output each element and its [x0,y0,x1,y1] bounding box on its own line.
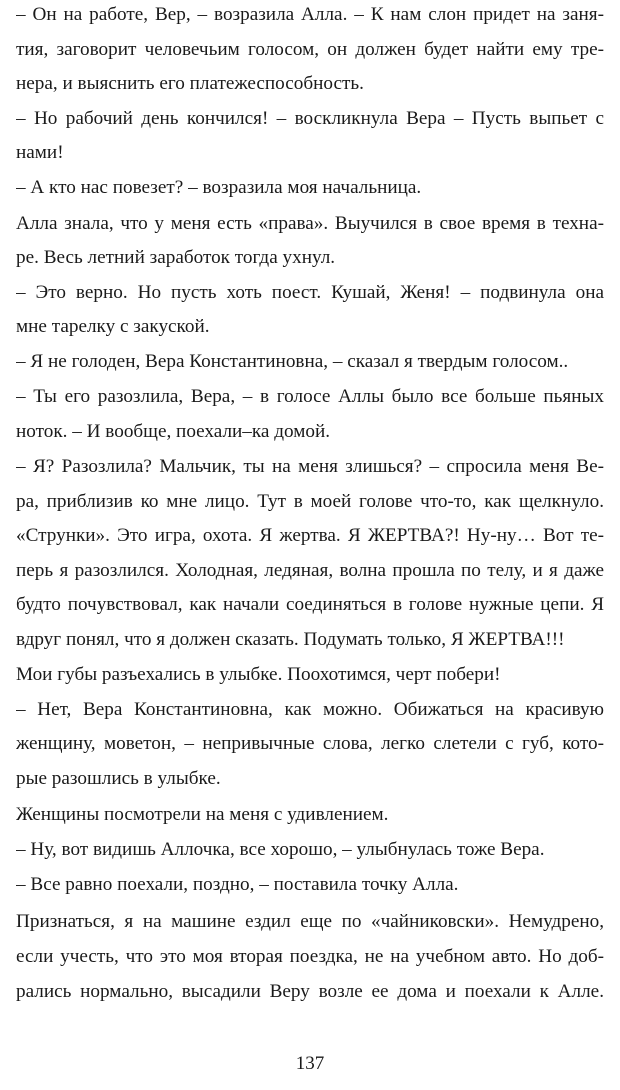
page-number: 137 [295,1053,325,1074]
text-line: мне тарелку с закуской. [16,316,210,337]
text-line: Алла знала, что у меня есть «права». Выучился в свое время в техна- [16,213,604,234]
text-line: Мои губы разъехались в улыбке. Поохотимся, черт побери! [16,664,501,685]
text-line: если учесть, что это моя вторая поездка, не на учебном авто. Но доб- [16,946,604,967]
text-line: – Я? Разозлила? Мальчик, ты на меня злишься? – спросила меня Ве- [16,456,604,477]
text-line: тия, заговорит человечьим голосом, он должен будет найти ему тре- [16,39,604,60]
text-line: рые разошлись в улыбке. [16,768,221,789]
text-line: ре. Весь летний заработок тогда ухнул. [16,247,336,268]
text-line: – Это верно. Но пусть хоть поест. Кушай, Женя! – подвинула она [16,282,604,303]
text-line: ноток. – И вообще, поехали–ка домой. [16,421,331,442]
text-line: Признаться, я на машине ездил еще по «чайниковски». Немудрено, [16,911,604,932]
text-line: перь я разозлился. Холодная, ледяная, волна прошла по телу, и я даже [16,560,604,581]
text-line: ра, приблизив ко мне лицо. Тут в моей голове что-то, как щелкнуло. [16,491,604,512]
text-line: Женщины посмотрели на меня с удивлением. [16,804,389,825]
text-line: нами! [16,142,64,163]
text-line: – Он на работе, Вер, – возразила Алла. – К нам слон придет на заня- [16,4,604,25]
text-line: вдруг понял, что я должен сказать. Подумать только, Я ЖЕРТВА!!! [16,629,565,650]
text-line: женщину, моветон, – непривычные слова, легко слетели с губ, кото- [16,733,604,754]
text-line: – Ну, вот видишь Аллочка, все хорошо, – улыбнулась тоже Вера. [16,839,545,860]
text-line: рались нормально, высадили Веру возле ее дома и поехали к Алле. [16,981,604,1002]
text-line: нера, и выяснить его платежеспособность. [16,73,364,94]
text-line: – Я не голоден, Вера Константиновна, – сказал я твердым голосом.. [16,351,569,372]
text-line: «Струнки». Это игра, охота. Я жертва. Я ЖЕРТВА?! Ну-ну… Вот те- [16,525,604,546]
text-line: – Нет, Вера Константиновна, как можно. Обижаться на красивую [16,699,604,720]
text-line: – А кто нас повезет? – возразила моя начальница. [16,177,422,198]
text-line: – Все равно поехали, поздно, – поставила точку Алла. [16,874,459,895]
text-line: будто почувствовал, как начали соединяться в голове нужные цепи. Я [16,594,604,615]
text-line: – Но рабочий день кончился! – воскликнула Вера – Пусть выпьет с [16,108,604,129]
text-line: – Ты его разозлила, Вера, – в голосе Аллы было все больше пьяных [16,386,604,407]
